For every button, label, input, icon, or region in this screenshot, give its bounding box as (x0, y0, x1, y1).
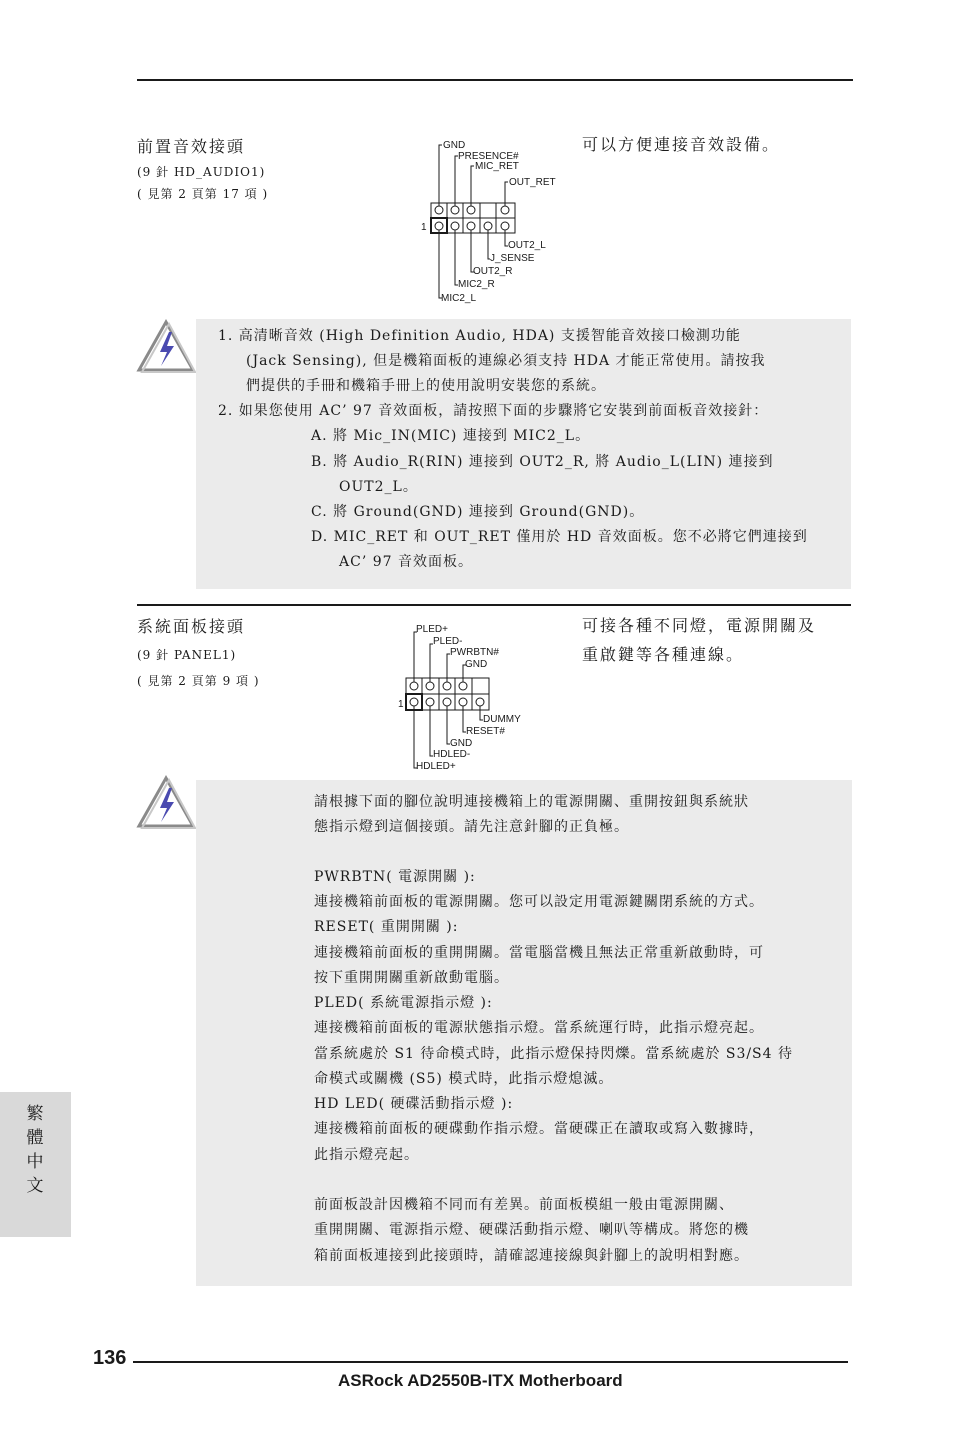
audio-pin-presence: PRESENCE# (458, 151, 519, 162)
panel-note-line: 按下重開開關重新啟動電腦。 (314, 970, 509, 986)
page-number: 136 (93, 1347, 127, 1369)
panel-pin-gnd-bottom: GND (450, 738, 473, 749)
warning-lightning-icon (136, 774, 196, 830)
audio-note-line: 2. 如果您使用 AC’ 97 音效面板，請按照下面的步驟將它安裝到前面板音效接針： (218, 403, 769, 419)
top-rule (137, 79, 853, 81)
audio-pin-out2-r: OUT2_R (473, 266, 513, 277)
panel-note-line: 前面板設計因機箱不同而有差異。前面板模組一般由電源開關、 (314, 1197, 734, 1213)
panel-section-desc-line2: 重啟鍵等各種連線。 (582, 645, 745, 664)
audio-pin-mic2-r: MIC2_R (458, 279, 495, 290)
audio-section-desc: 可以方便連接音效設備。 (582, 135, 781, 154)
panel-note-line: PWRBTN( 電源開關 ): (314, 869, 476, 885)
audio-pin-mic2-l: MIC2_L (441, 293, 477, 304)
audio-note-line: OUT2_L。 (339, 479, 418, 495)
panel-note-line: 請根據下面的腳位說明連接機箱上的電源開關、重開按鈕與系統狀 (314, 794, 749, 810)
panel-pin-hdled-minus: HDLED- (433, 749, 471, 760)
audio-pin-mic-ret: MIC_RET (475, 161, 519, 172)
panel-pin-pled-plus: PLED+ (416, 624, 448, 635)
panel-pin-1-marker: 1 (398, 699, 404, 710)
audio-note-line: 1. 高清晰音效 (High Definition Audio, HDA) 支援智能音效接口檢測功能 (218, 328, 741, 344)
language-side-tab (0, 1092, 71, 1237)
audio-note-line: 們提供的手冊和機箱手冊上的使用說明安裝您的系統。 (246, 378, 606, 394)
panel-note-line: 當系統處於 S1 待命模式時，此指示燈保持閃爍。當系統處於 S3/S4 待 (314, 1046, 794, 1062)
panel-section-ref: ( 見第 2 頁第 9 項 ) (137, 674, 260, 688)
footer-title: ASRock AD2550B-ITX Motherboard (338, 1371, 623, 1390)
panel-note-line: 連接機箱前面板的硬碟動作指示燈。當硬碟正在讀取或寫入數據時， (314, 1121, 764, 1137)
audio-pin-out2-l: OUT2_L (508, 240, 546, 251)
panel-note-line: 此指示燈亮起。 (314, 1147, 419, 1163)
panel-pin-hdled-plus: HDLED+ (416, 761, 456, 772)
audio-section-pins: (9 針 HD_AUDIO1) (137, 165, 266, 179)
warning-lightning-icon (136, 318, 196, 374)
panel-note-line: RESET( 重開開關 ): (314, 919, 459, 935)
panel-note-line: 箱前面板連接到此接頭時，請確認連接線與針腳上的說明相對應。 (314, 1248, 749, 1264)
audio-note-line: AC’ 97 音效面板。 (339, 554, 473, 570)
audio-pin-out-ret: OUT_RET (509, 177, 556, 188)
audio-note-line: D. MIC_RET 和 OUT_RET 僅用於 HD 音效面板。您不必將它們連接到 (311, 529, 808, 545)
panel-note-line: 命模式或關機 (S5) 模式時，此指示燈熄滅。 (314, 1071, 614, 1087)
panel-note-line: PLED( 系統電源指示燈 ): (314, 995, 493, 1011)
language-side-tab-label: 繁體中文 (26, 1104, 46, 1196)
panel-note-line: 態指示燈到這個接頭。請先注意針腳的正負極。 (314, 819, 629, 835)
panel-pin-pled-minus: PLED- (433, 636, 463, 647)
audio-note-line: A. 將 Mic_IN(MIC) 連接到 MIC2_L。 (311, 428, 591, 444)
panel-pin-dummy: DUMMY (483, 714, 521, 725)
audio-section-title: 前置音效接頭 (137, 137, 246, 156)
panel-section-title: 系統面板接頭 (137, 617, 246, 636)
panel-note-line: 連接機箱前面板的重開開關。當電腦當機且無法正常重新啟動時，可 (314, 945, 764, 961)
panel-note-line: 連接機箱前面板的電源開關。您可以設定用電源鍵關閉系統的方式。 (314, 894, 764, 910)
audio-pin-j-sense: J_SENSE (490, 253, 535, 264)
panel-pin-gnd-top: GND (465, 659, 488, 670)
panel-section-pins: (9 針 PANEL1) (137, 648, 237, 662)
panel-pin-reset: RESET# (466, 726, 505, 737)
panel-note-line: HD LED( 硬碟活動指示燈 ): (314, 1096, 514, 1112)
audio-note-line: B. 將 Audio_R(RIN) 連接到 OUT2_R, 將 Audio_L(LIN) 連接到 (311, 454, 774, 470)
section-divider (137, 604, 851, 606)
audio-pin-1-marker: 1 (421, 222, 427, 233)
panel-pin-pwrbtn: PWRBTN# (450, 647, 499, 658)
audio-note-line: (Jack Sensing), 但是機箱面板的連線必須支持 HDA 才能正常使用。請按我 (246, 353, 766, 369)
panel-note-line: 連接機箱前面板的電源狀態指示燈。當系統運行時，此指示燈亮起。 (314, 1020, 764, 1036)
audio-pin-gnd: GND (443, 140, 466, 151)
audio-section-ref: ( 見第 2 頁第 17 項 ) (137, 187, 269, 201)
audio-note-line: C. 將 Ground(GND) 連接到 Ground(GND)。 (311, 504, 645, 520)
panel-section-desc-line1: 可接各種不同燈，電源開關及 (582, 616, 817, 635)
panel-note-line: 重開開關、電源指示燈、硬碟活動指示燈、喇叭等構成。將您的機 (314, 1222, 749, 1238)
footer-rule (133, 1361, 848, 1363)
